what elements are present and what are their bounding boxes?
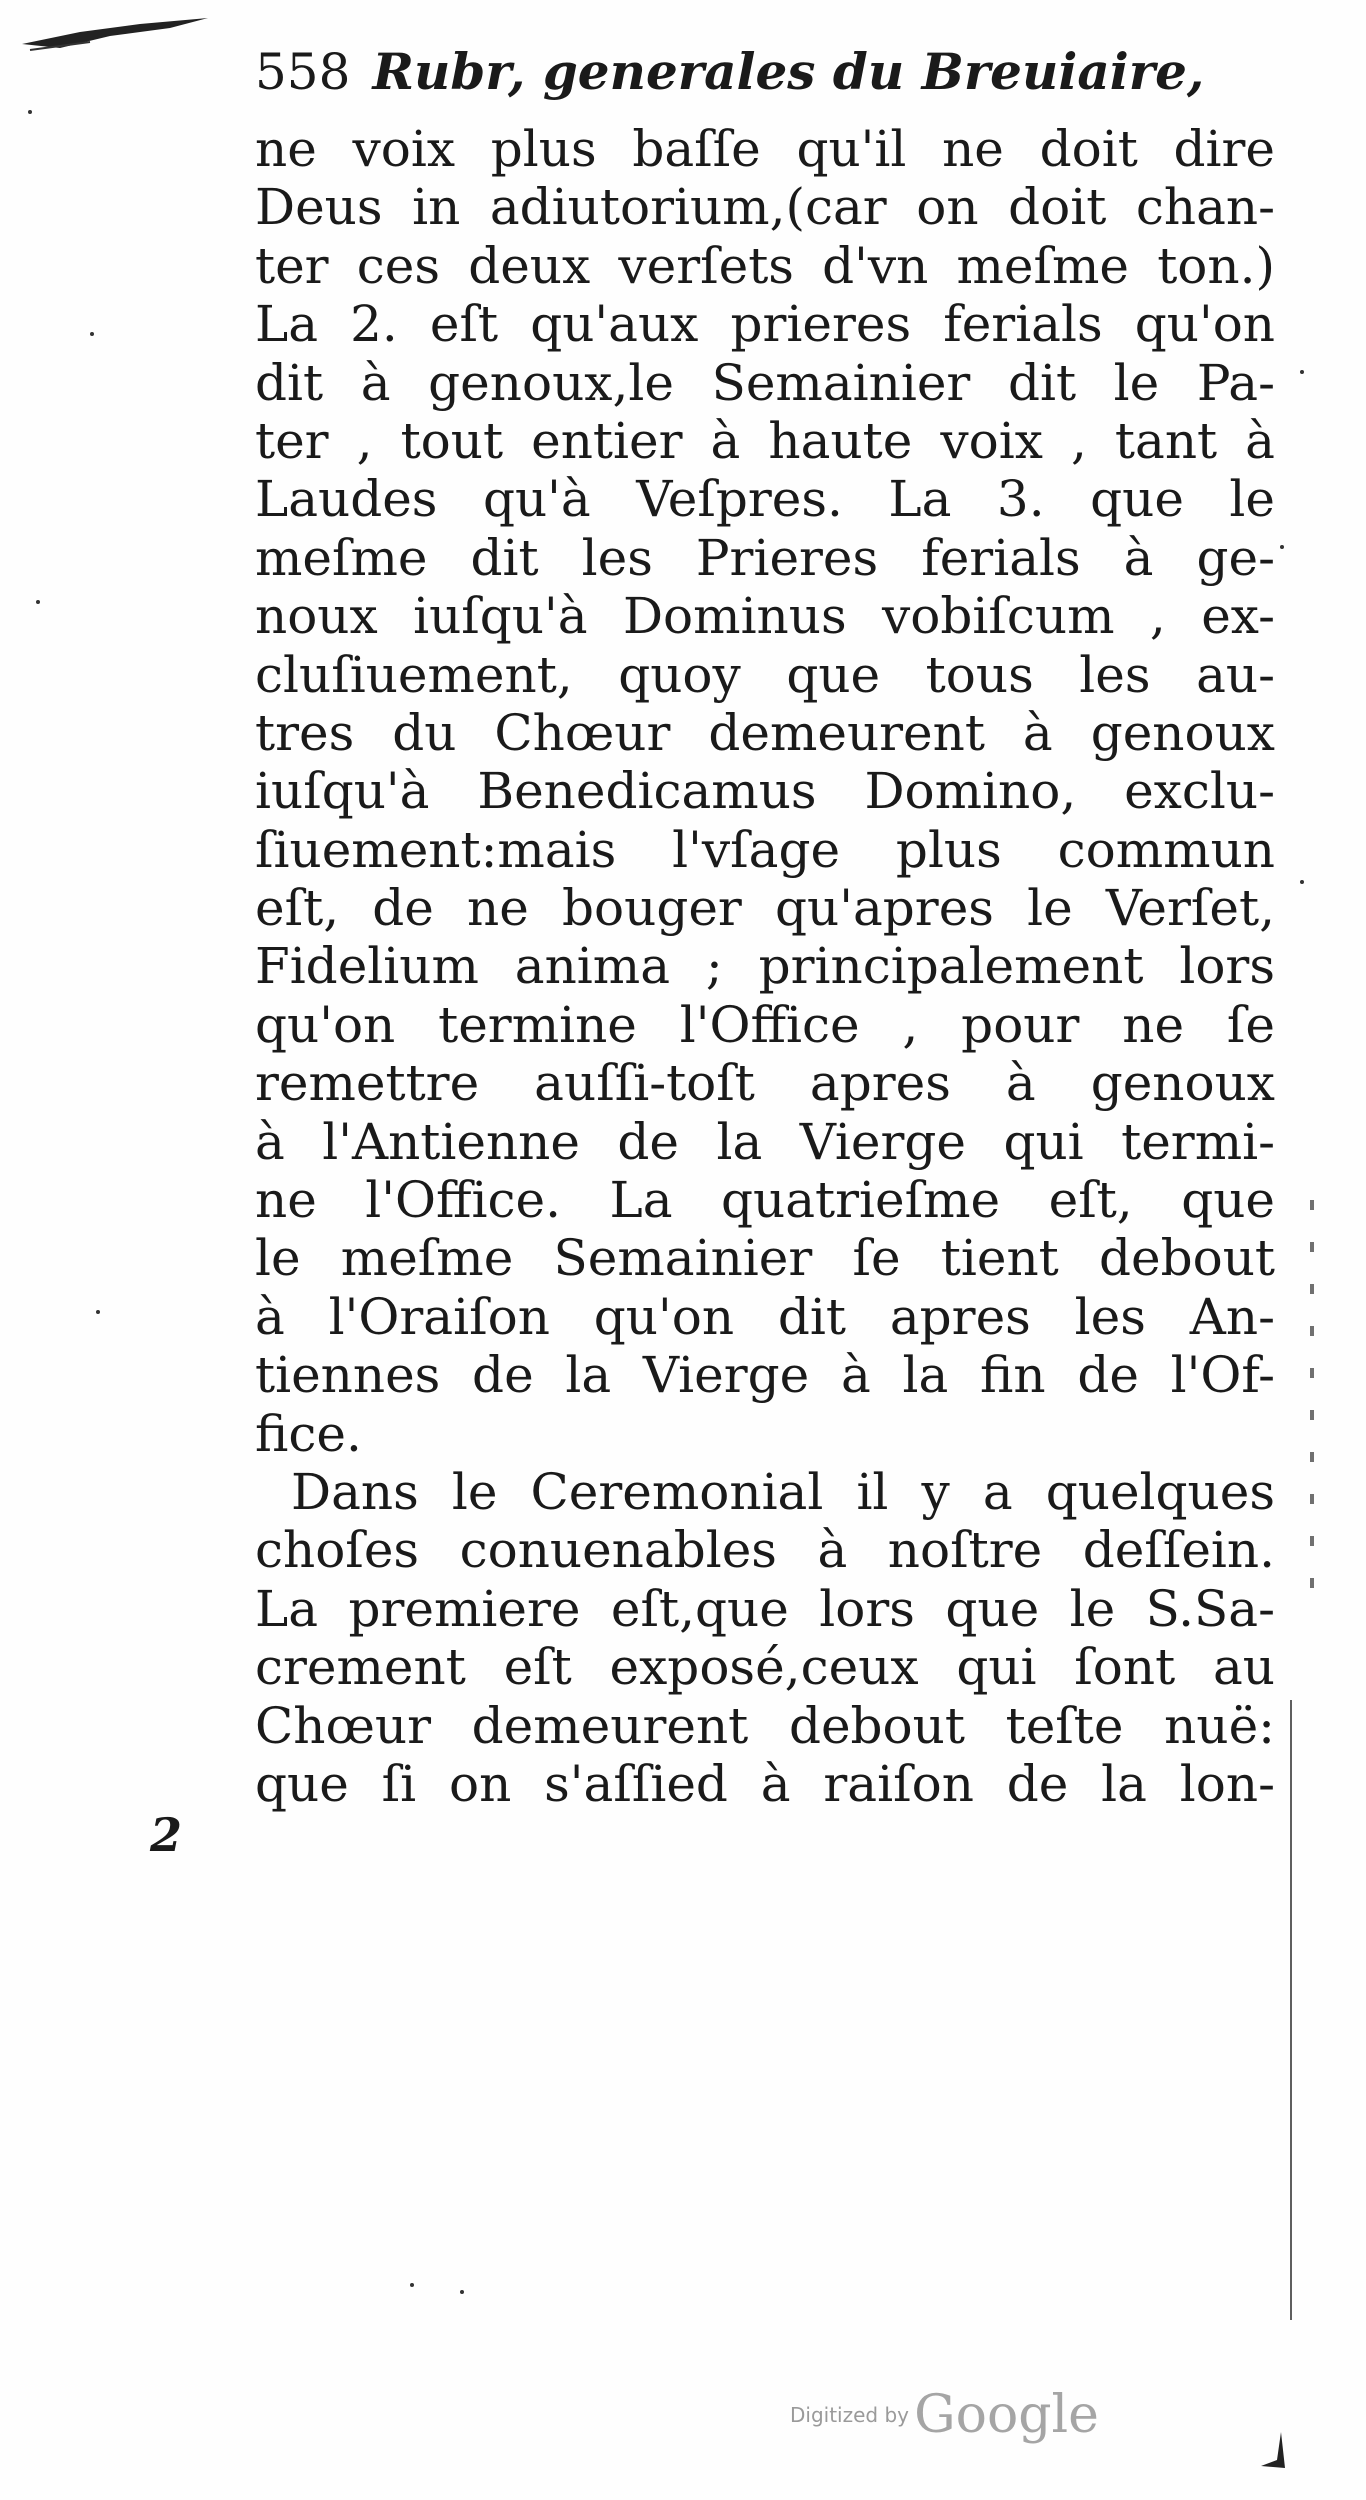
text-line: ne voix plus baſſe qu'il ne doit dire (255, 120, 1275, 178)
text-line: ter , tout entier à haute voix , tant à (255, 411, 1275, 470)
text-line: Chœur demeurent debout teſte nuë: (255, 1696, 1275, 1755)
page-number: 558 (255, 43, 351, 101)
watermark-prefix: Digitized by (790, 2403, 909, 2427)
text-line: choſes conuenables à noſtre deſſein. (255, 1521, 1275, 1580)
text-line: que ſi on s'aſſied à raiſon de la lon- (255, 1754, 1275, 1813)
text-line: Dans le Ceremonial il y a quelques (291, 1462, 1275, 1521)
text-line: à l'Oraiſon qu'on dit apres les An- (255, 1287, 1275, 1346)
digitization-watermark (790, 2385, 1099, 2445)
right-margin-artifact (1310, 1200, 1314, 1620)
corner-smudge-mark (20, 14, 210, 54)
running-title: Rubr, generales du Breuiaire, (372, 42, 1205, 101)
text-line: Fidelium anima ; principalement lors (255, 937, 1275, 996)
text-line: à l'Antienne de la Vierge qui termi- (255, 1112, 1275, 1171)
text-line: ſiuement:mais l'vſage plus commun (255, 820, 1275, 879)
text-line: cluſiuement, quoy que tous les au- (255, 645, 1275, 704)
text-line: crement eſt exposé,ceux qui ſont au (255, 1638, 1275, 1697)
text-line: noux iuſqu'à Dominus vobiſcum , ex- (255, 587, 1275, 646)
margin-note-number: 2 (150, 1808, 183, 1862)
text-line: tres du Chœur demeurent à genoux (255, 703, 1275, 762)
text-line: tiennes de la Vierge à la fin de l'Of- (255, 1346, 1275, 1405)
text-line: dit à genoux,le Semainier dit le Pa- (255, 353, 1275, 412)
text-line: Laudes qu'à Veſpres. La 3. que le (255, 470, 1275, 529)
text-line: remettre auſſi-toſt apres à genoux (255, 1054, 1275, 1113)
text-line: fice. (255, 1404, 362, 1463)
text-line: iuſqu'à Benedicamus Domino, exclu- (255, 762, 1275, 821)
text-line: ter ces deux verſets d'vn meſme ton.) (255, 236, 1275, 295)
text-line: meſme dit les Prieres ferials à ge- (255, 528, 1275, 587)
google-logo: Google (914, 2385, 1099, 2445)
body-text (255, 120, 1275, 1813)
text-line: La premiere eſt,que lors que le S.Sa- (255, 1579, 1275, 1638)
text-line: le meſme Semainier ſe tient debout (255, 1229, 1275, 1288)
page-edge-line (1290, 1700, 1292, 2320)
text-line: qu'on termine l'Office , pour ne ſe (255, 995, 1275, 1054)
text-line: eſt, de ne bouger qu'apres le Verſet, (255, 879, 1275, 938)
text-line: La 2. eſt qu'aux prieres ferials qu'on (255, 295, 1275, 354)
running-head (255, 42, 1204, 102)
text-line: ne l'Office. La quatrieſme eſt, que (255, 1171, 1275, 1230)
text-line: Deus in adiutorium,(car on doit chan- (255, 178, 1275, 237)
corner-fold-mark (1255, 2430, 1295, 2470)
